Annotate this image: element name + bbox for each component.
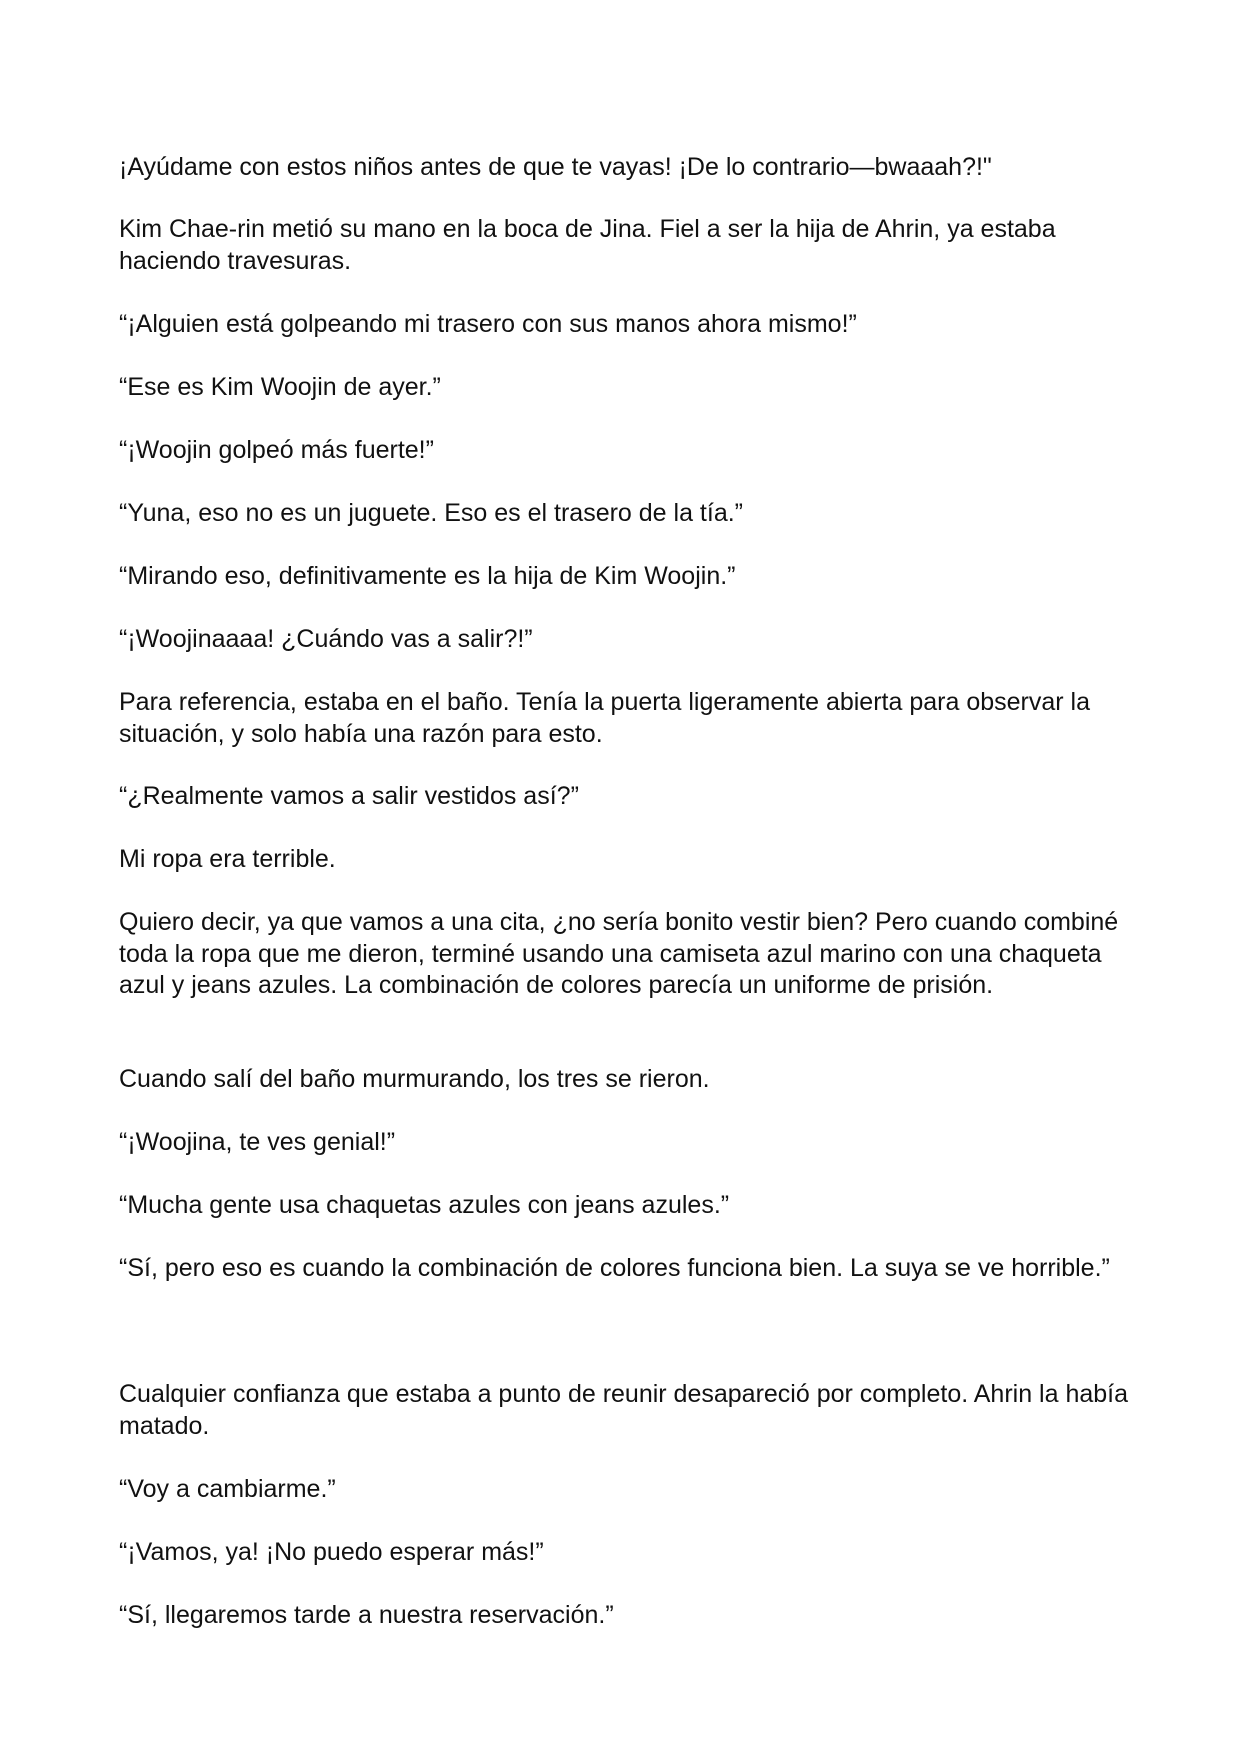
paragraph: Cualquier confianza que estaba a punto de reunir desapareció por completo. Ahrin la había matado. <box>119 1380 1135 1440</box>
paragraph: “Voy a cambiarme.” <box>119 1475 336 1503</box>
paragraph: “¡Vamos, ya! ¡No puedo esperar más!” <box>119 1538 544 1566</box>
paragraph: Mi ropa era terrible. <box>119 845 336 873</box>
paragraph: “¿Realmente vamos a salir vestidos así?” <box>119 782 579 810</box>
paragraph: “Mirando eso, definitivamente es la hija de Kim Woojin.” <box>119 562 736 590</box>
paragraph: “Sí, llegaremos tarde a nuestra reservación.” <box>119 1601 614 1629</box>
paragraph: Kim Chae-rin metió su mano en la boca de Jina. Fiel a ser la hija de Ahrin, ya estaba haciendo travesuras. <box>119 215 1063 275</box>
paragraph: ¡Ayúdame con estos niños antes de que te vayas! ¡De lo contrario—bwaaah?!" <box>119 153 992 181</box>
paragraph: “Yuna, eso no es un juguete. Eso es el trasero de la tía.” <box>119 499 743 527</box>
paragraph: “¡Woojin golpeó más fuerte!” <box>119 436 434 464</box>
paragraph: Cuando salí del baño murmurando, los tres se rieron. <box>119 1065 710 1093</box>
paragraph: “Ese es Kim Woojin de ayer.” <box>119 373 441 401</box>
paragraph: “¡Alguien está golpeando mi trasero con sus manos ahora mismo!” <box>119 310 857 338</box>
paragraph: Para referencia, estaba en el baño. Tenía la puerta ligeramente abierta para observar la situación, y solo había una razón para esto. <box>119 688 1097 748</box>
paragraph: “Sí, pero eso es cuando la combinación de colores funciona bien. La suya se ve horrible.” <box>119 1254 1110 1282</box>
paragraph: “Mucha gente usa chaquetas azules con jeans azules.” <box>119 1191 730 1219</box>
paragraph: “¡Woojinaaaa! ¿Cuándo vas a salir?!” <box>119 625 533 653</box>
paragraph: Quiero decir, ya que vamos a una cita, ¿no sería bonito vestir bien? Pero cuando combiné toda la ropa que me dieron, terminé usando una camiseta azul marino con una chaqueta azul y jeans azules. La combinación de colores parecía un uniforme de prisión. <box>119 908 1126 999</box>
paragraph: “¡Woojina, te ves genial!” <box>119 1128 396 1156</box>
